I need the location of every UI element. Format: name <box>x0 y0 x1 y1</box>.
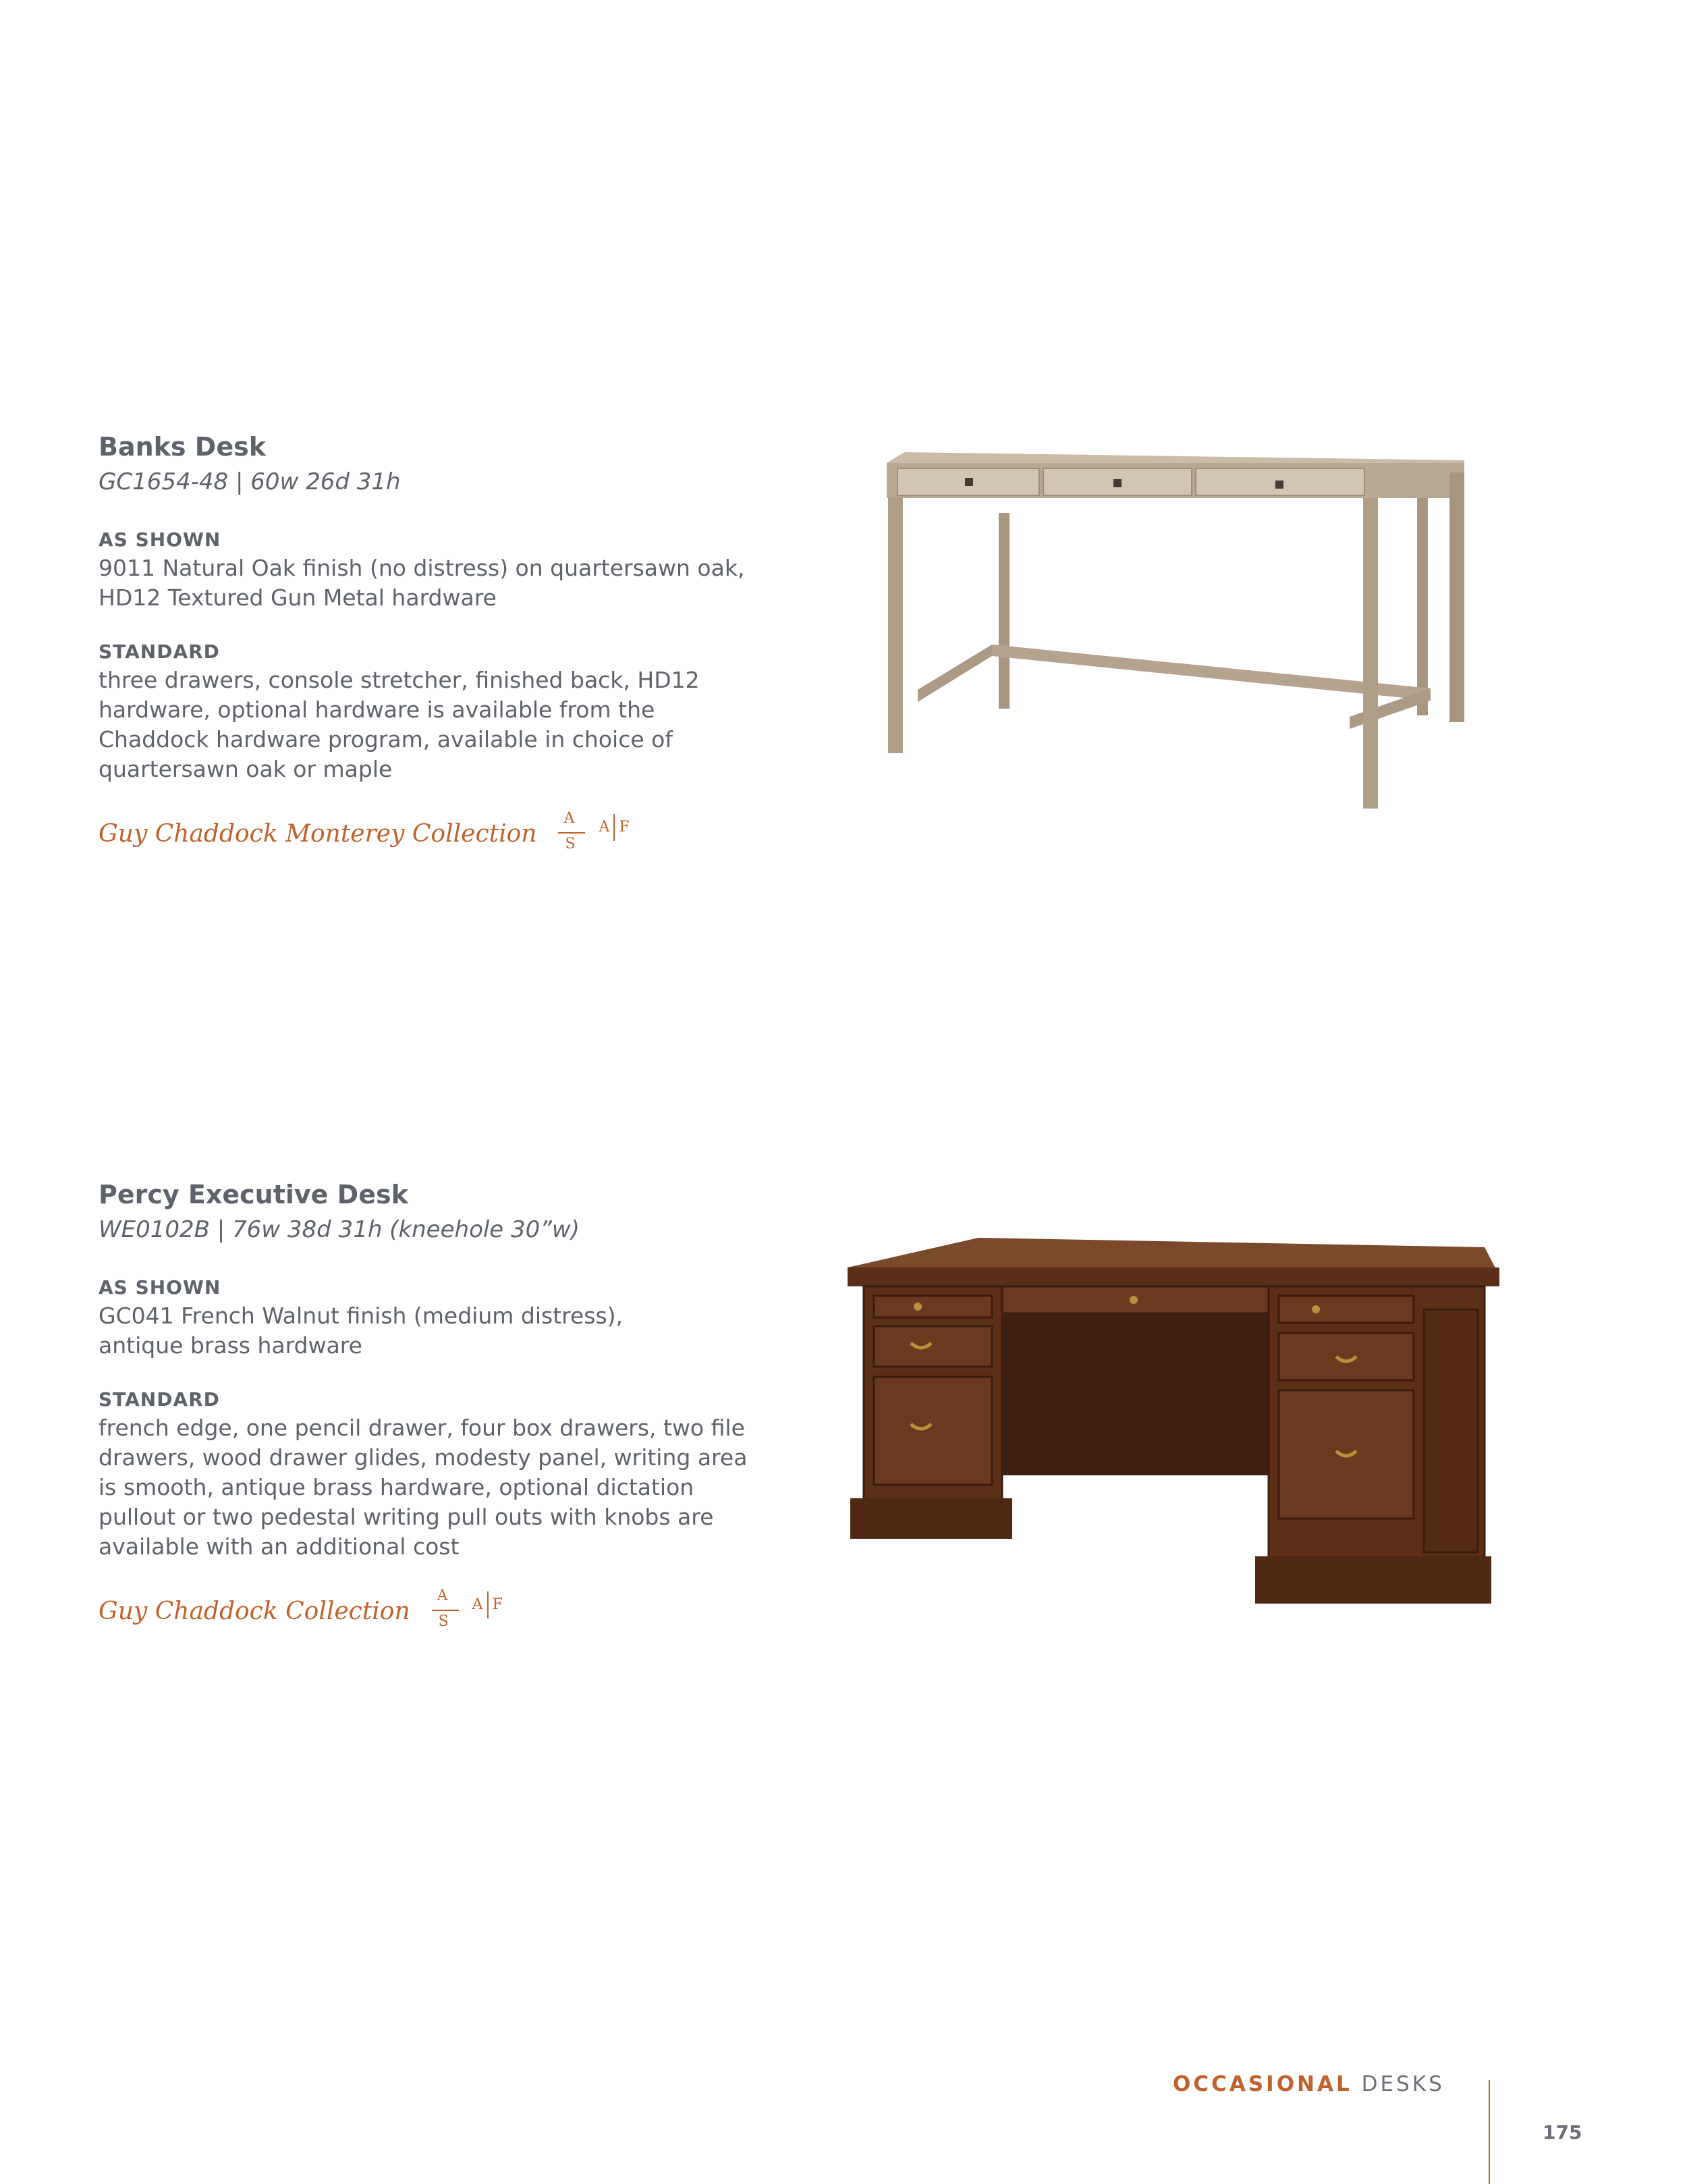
drawer-knob <box>1130 1296 1138 1304</box>
badge-af-a: A <box>472 1596 483 1613</box>
standard-line: drawers, wood drawer glides, modesty panel, writing area <box>99 1444 748 1471</box>
badge-af-f: F <box>619 819 630 836</box>
collection-name: Guy Chaddock Collection <box>99 1597 410 1625</box>
badge-a: A <box>437 1587 448 1604</box>
drawer-knob <box>1275 481 1283 489</box>
badge-bar <box>487 1591 489 1618</box>
drawer-knob <box>1113 479 1122 487</box>
product-sku: WE0102B | 76w 38d 31h (kneehole 30”w) <box>99 1216 580 1243</box>
standard-line: available with an additional cost <box>99 1533 460 1560</box>
standard-label: STANDARD <box>99 640 220 663</box>
standard-line: quartersawn oak or maple <box>99 756 393 782</box>
collection-line <box>99 810 814 857</box>
finish-badge-icon <box>429 1587 517 1635</box>
standard-line: is smooth, antique brass hardware, optional dictation <box>99 1474 694 1500</box>
standard-text <box>99 1413 814 1562</box>
drawer-knob <box>914 1303 922 1311</box>
as-shown-text <box>99 553 814 613</box>
page-number: 175 <box>1543 2121 1582 2144</box>
collection-line <box>99 1587 814 1635</box>
badge-bar <box>613 814 615 841</box>
drawer-knob <box>965 478 973 486</box>
footer-category-primary: OCCASIONAL <box>1173 2072 1352 2096</box>
as-shown-label: AS SHOWN <box>99 528 221 551</box>
standard-text <box>99 665 814 784</box>
product-sku: GC1654-48 | 60w 26d 31h <box>99 468 401 495</box>
standard-line: pullout or two pedestal writing pull outs with knobs are <box>99 1504 714 1530</box>
footer-category <box>1173 2072 1445 2096</box>
badge-a: A <box>563 810 575 827</box>
as-shown-line: antique brass hardware <box>99 1332 362 1359</box>
percy-desk-image <box>844 1228 1505 1606</box>
footer-category-secondary: DESKS <box>1361 2072 1445 2096</box>
standard-line: hardware, optional hardware is available from the <box>99 697 655 723</box>
badge-s: S <box>438 1613 449 1630</box>
standard-line: french edge, one pencil drawer, four box drawers, two file <box>99 1415 745 1441</box>
as-shown-text <box>99 1301 814 1361</box>
badge-s: S <box>565 836 576 852</box>
badge-af-f: F <box>492 1596 503 1613</box>
badge-divider <box>558 832 585 834</box>
as-shown-label: AS SHOWN <box>99 1276 221 1299</box>
footer-divider <box>1489 2080 1490 2184</box>
product-title: Percy Executive Desk <box>99 1180 408 1209</box>
badge-af-a: A <box>599 819 610 836</box>
banks-desk-image <box>877 439 1471 817</box>
standard-line: Chaddock hardware program, available in choice of <box>99 726 673 753</box>
product-title: Banks Desk <box>99 432 266 462</box>
standard-label: STANDARD <box>99 1388 220 1411</box>
product-banks-desk <box>99 429 814 857</box>
badge-divider <box>432 1610 459 1611</box>
standard-line: three drawers, console stretcher, finished back, HD12 <box>99 667 700 693</box>
as-shown-line: 9011 Natural Oak finish (no distress) on quartersawn oak, <box>99 555 745 581</box>
drawer-knob <box>1312 1305 1320 1313</box>
finish-badge-icon <box>555 810 643 857</box>
collection-name: Guy Chaddock Monterey Collection <box>99 819 537 848</box>
product-percy-executive-desk <box>99 1177 814 1635</box>
as-shown-line: HD12 Textured Gun Metal hardware <box>99 584 497 611</box>
as-shown-line: GC041 French Walnut finish (medium distress), <box>99 1303 624 1329</box>
